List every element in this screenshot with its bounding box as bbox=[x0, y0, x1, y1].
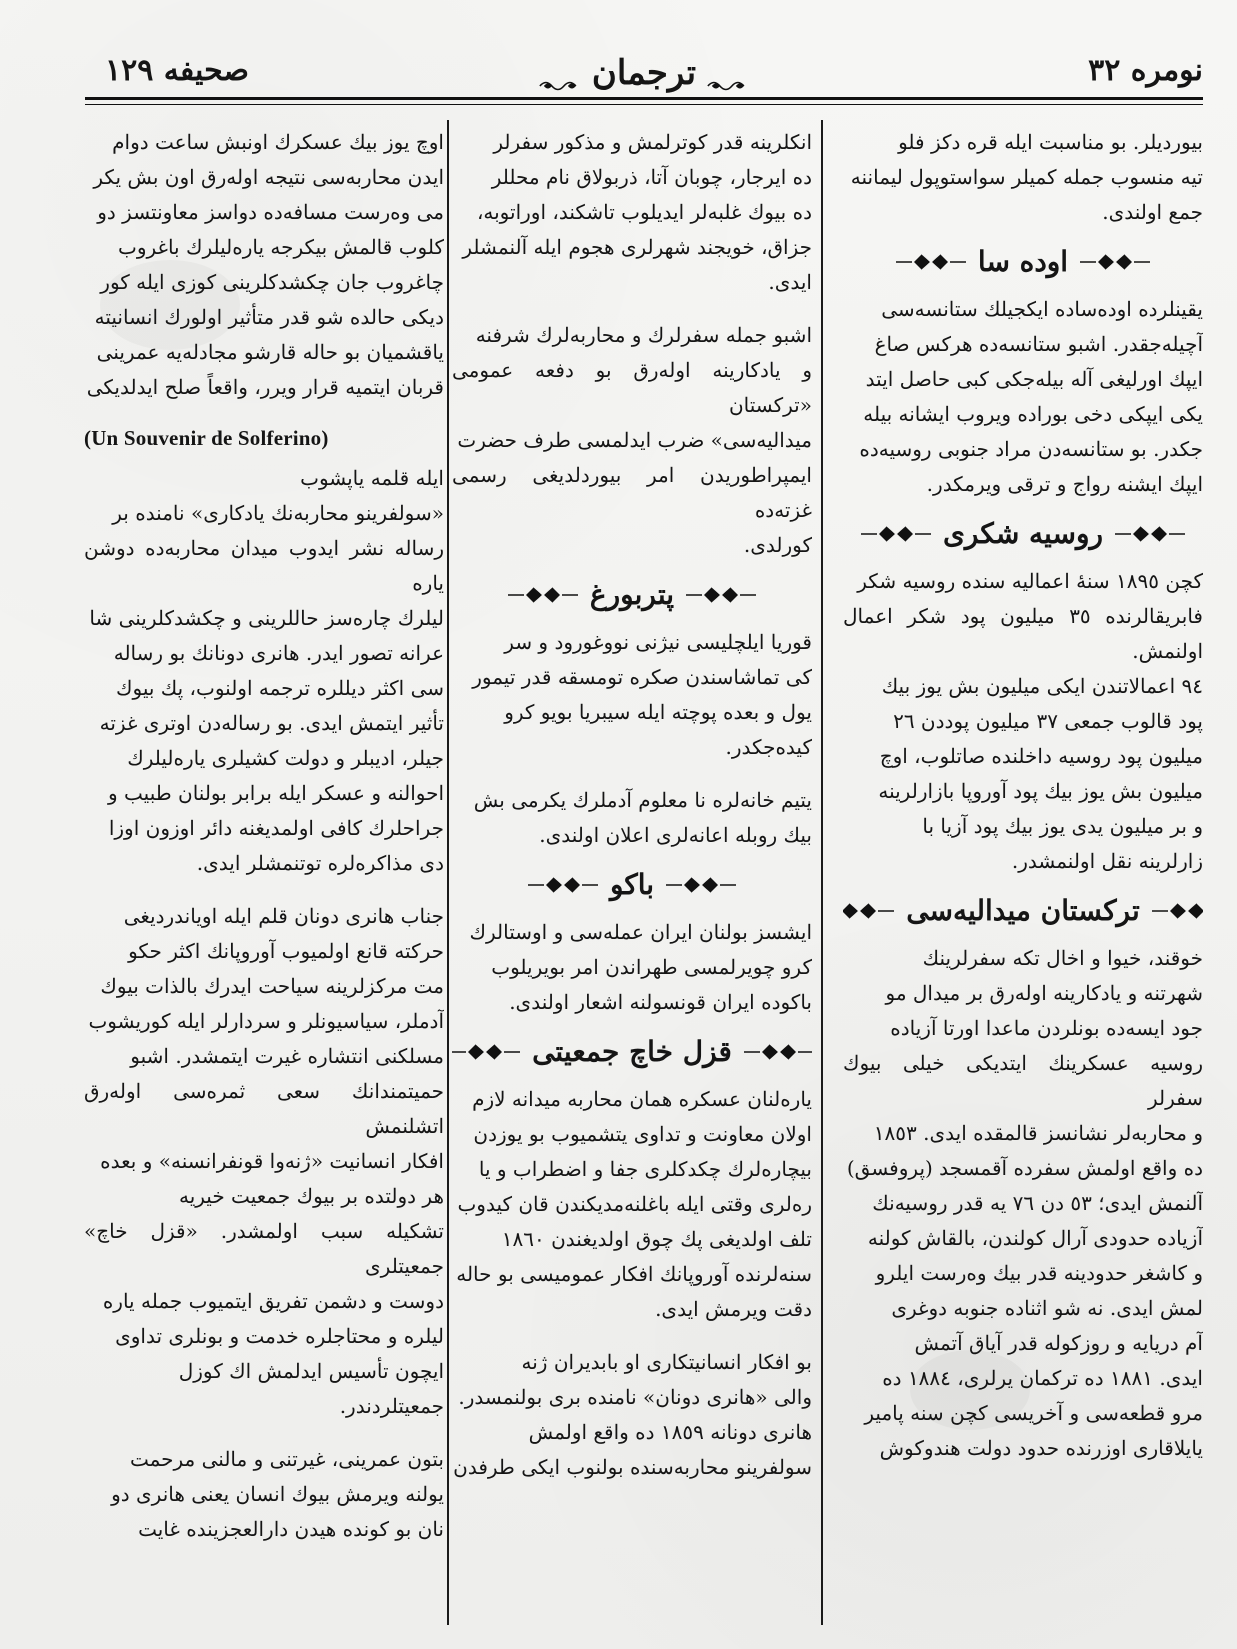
article-paragraph: اوچ یوز بیك عسكرك اونبش ساعت دوام ایدن محاربه‌سی نتیجه اوله‌رق اون بش یكر می وه‌رست مسافه‌ده دواسز معاونتسز دو‌ كلوب قالمش بیكرجه یاره‌لیلرك باغروب چاغروب جان چكشدكلرینی كوزی ایله كور دیكی حالده شو قدر متأثیر اولورك انسانیته یاقشمیان بو حاله قارشو مجادله‌یه عمرینی قربان ایتمیه قرار ویرر، واقعاً صلح ایدلدیكی bbox=[86, 130, 444, 399]
section-heading-text: باكو bbox=[609, 868, 655, 901]
article-paragraph: بتون عمرینی، غیرتنی و مالنی مرحمت یولنه ویرمش بیوك انسان یعنی هانری دو نان بو كونده هیدن دارالعجزینده غایت bbox=[111, 1447, 444, 1541]
section-heading-text: روسیه شكری bbox=[943, 517, 1104, 550]
article-paragraph: كچن ١٨٩٥ سنهٔ اعمالیه سنده روسیه شكر فابریقالرنده ٣٥ میلیون پود شكر اعمال اولنمش. ٩٤ اعمالاتندن ایكی میلیون بش یوز بیك پود قالوب جمعی ٣٧ میلیون پوددن ٢٦ میلیون پود روسیه داخلنده صاتلوب، اوچ میلیون بش یوز بیك پود آوروپا بازارلرینه و بر میلیون یدی یوز بیك پود آزیا با‌ زارلرینه نقل اولنمشدر. bbox=[843, 569, 1203, 873]
article-paragraph: خوقند، خیوا و اخال تكه سفرلرینك شهرتنه و یادكارینه اوله‌رق بر میدال مو جود ایسه‌ده بونلردن ماعدا اورتا آزیاده روسیه عسكرینك ایتدیكی خیلی بیوك سفرلر و محاربه‌لر نشانسز قالمقده ایدی. ١٨٥٣ ده واقع اولمش سفرده آقمسجد (پروفسق) آلنمش ایدی؛ ٥٣ دن ٧٦ یه قدر روسیه‌نك آزیاده حدودی آرال كولندن، بالقاش كولنه و كاشغر حدودینه قدر بیك وه‌رست ایلرو لمش ایدی. نه شو اثناده جنوبه دوغری آم دریایه و روزكوله قدر آیاق آتمش ایدی. ١٨٨١ ده تركمان یرلری، ١٨٨٤ ده مرو قطعه‌سی و آخریسی كچن سنه پامیر یایلاقاری اوزرنده حدود دولت هندوكوش bbox=[843, 946, 1203, 1460]
ornament-icon bbox=[684, 582, 758, 608]
ornament-icon bbox=[452, 1039, 522, 1065]
article-paragraph: انكلرینه قدر كوترلمش و مذكور سفرلر ده ایرجار، چوبان آتا، ذربولاق نام محللر ده بیوك غلبه‌لر ایدیلوب تاشكند، اوراتوبه، جزاق، خویجند شهرلری هجوم ایله آلنمشلر ایدی. bbox=[462, 130, 812, 294]
section-heading-text: اوده سا bbox=[977, 245, 1069, 278]
section-heading-text: تركستان میدالیه‌سی bbox=[906, 894, 1140, 927]
section-heading bbox=[843, 894, 1203, 927]
section-heading-text: پتربورغ bbox=[589, 578, 675, 611]
ornament-icon bbox=[506, 582, 580, 608]
flourish-icon bbox=[538, 64, 582, 82]
section-heading-text: قزل خاچ جمعیتی bbox=[532, 1035, 732, 1068]
article-paragraph: بو افكار انسانیتكاری او بابدیران ژنه والی «هانری دونان» نامنده بری بولنمسدر. هانری دونانه ١٨٥٩ ده واقع اولمش سولفرینو محاربه‌سنده بولنوب ایكی طرفدن bbox=[453, 1350, 812, 1479]
article-paragraph: ایشسز بولنان ایران عمله‌سی و اوستالرك كرو چویرلمسی طهراندن امر بویریلوب باكوده ایران قونسولنه اشعار اولندی. bbox=[469, 920, 812, 1014]
header-divider bbox=[85, 97, 1203, 100]
article-paragraph: بيوردیلر. بو مناسبت ایله قره دكز فلو تیه منسوب جمله كميلر سواستوپول لیماننه جمع اولندی. bbox=[850, 130, 1203, 224]
ornament-icon bbox=[894, 249, 968, 275]
ornament-icon bbox=[859, 521, 933, 547]
ornament-icon bbox=[526, 872, 600, 898]
right-column bbox=[843, 125, 1203, 1620]
book-title: (Un Souvenir de Solferino) bbox=[84, 426, 329, 450]
section-heading bbox=[843, 245, 1203, 278]
ornament-icon bbox=[1150, 898, 1203, 924]
ornament-icon bbox=[1078, 249, 1152, 275]
ornament-icon bbox=[742, 1039, 812, 1065]
flourish-icon bbox=[706, 64, 750, 82]
column-divider bbox=[447, 120, 449, 1625]
column-divider bbox=[821, 120, 823, 1625]
ornament-icon bbox=[1113, 521, 1187, 547]
article-paragraph: جناب هانری دونان قلم ایله اویاندردیغی حركته قانع اولمیوب آوروپانك اكثر حكو مت مركزلرینه سیاحت ایدرك بالذات بیوك آدملر، سیاسیونلر و سردارلر ایله كوریشوب مسلكنی انتشاره غیرت ایتمشدر. اشبو حمیتمندانك سعی ثمره‌سی اوله‌رق اتشلنمش افكار انسانیت «ژنه‌وا قونفرانسنه» و بعده هر دولتده بر بیوك جمعیت خیریه تشكیله سبب اولمشدر. «قزل خاچ» جمعیتلری دوست و دشمن تفریق ایتمیوب جمله یاره لیلره و محتاجلره خدمت و بونلری تداوی ایچون تأسیس ایدلمش اك كوزل جمعیتلردندر. bbox=[84, 904, 444, 1418]
article-paragraph: ایله قلمه یاپشوب «سولفرینو محاربه‌نك یادكاری» نامنده بر رساله نشر ایدوب میدان محاربه‌ده دوشن یاره لیلرك چاره‌سز حاللرینی و چكشدكلرینی شا‌ عرانه تصور ایدر. هانری دونانك بو رساله سی اكثر دیللره ترجمه اولنوب، پك بیوك تأثیر ایتمش ایدی. بو رساله‌دن اوتری غزته جیلر، ادیبلر و دولت كشیلری یاره‌لیلرك احوالنه و عسكر ایله برابر بولنان طبیب و جراحلرك كافی اولمدیغنه دائر اوزون اوزا دی مذاكره‌لره توتنمشلر ایدی. bbox=[84, 466, 444, 875]
middle-column bbox=[452, 125, 812, 1620]
issue-number: نومره ٣٢ bbox=[1088, 53, 1203, 88]
left-column bbox=[84, 125, 444, 1620]
page-header bbox=[85, 45, 1203, 107]
newspaper-title: ترجمان bbox=[591, 53, 697, 93]
section-heading bbox=[452, 578, 812, 611]
article-paragraph: یتیم خانه‌لره نا معلوم آدملرك یكرمی بش بیك روبله اعانه‌لری اعلان اولندی. bbox=[473, 788, 812, 847]
header-divider-thin bbox=[85, 104, 1203, 105]
masthead bbox=[538, 53, 750, 93]
section-heading bbox=[452, 868, 812, 901]
article-paragraph: یاره‌لنان عسكره همان محاربه میدانه لازم اولان معاونت و تداوی یتشمیوب بو یوزدن بیچاره‌لرك چكدكلری جفا و اضطراب و یا ره‌لری وقتی ایله باغلنه‌مدیكندن قان كیدوب تلف اولدیغی پك چوق اولدیغندن ١٨٦٠ سنه‌لرنده آوروپانك افكار عمومیسی بو حاله دقت ویرمش ایدی. bbox=[456, 1087, 812, 1321]
article-paragraph: یقينلرده اوده‌ساده ایكجیلك ستانسه‌سی آچیله‌جقدر. اشبو ستانسه‌ده هركس صاغ ایپك اورلیغی آله بیله‌جكی كبی حاصل ایتد یكی ایپكی دخی بوراده ویروب ایشانه بیله جكدر. بو ستانسه‌دن مراد جنوبی روسیه‌ده ایپك ایشنه رواج و ترقی ویرمكدر. bbox=[859, 297, 1203, 496]
section-heading bbox=[452, 1035, 812, 1068]
ornament-icon bbox=[843, 898, 896, 924]
page-number: صحيفه ١٢٩ bbox=[105, 53, 249, 88]
article-paragraph: قوریا ایلچلیسی نیژنی نووغورود و سر كی تماشاسندن صكره تومسقه قدر تیمور یول و بعده پوچته ایله سیبریا بویو كرو كیده‌جكدر. bbox=[472, 630, 812, 759]
ornament-icon bbox=[664, 872, 738, 898]
article-paragraph: اشبو جمله سفرلرك و محاربه‌لرك شرفنه و یادكارینه اوله‌رق بو دفعه عمومی «تركستان میدالیه‌سی» ضرب ایدلمسی طرف حضرت ایمپراطوریدن امر بیوردلدیغی رسمی غزته‌ده كورلدی. bbox=[452, 323, 812, 557]
section-heading bbox=[843, 517, 1203, 550]
